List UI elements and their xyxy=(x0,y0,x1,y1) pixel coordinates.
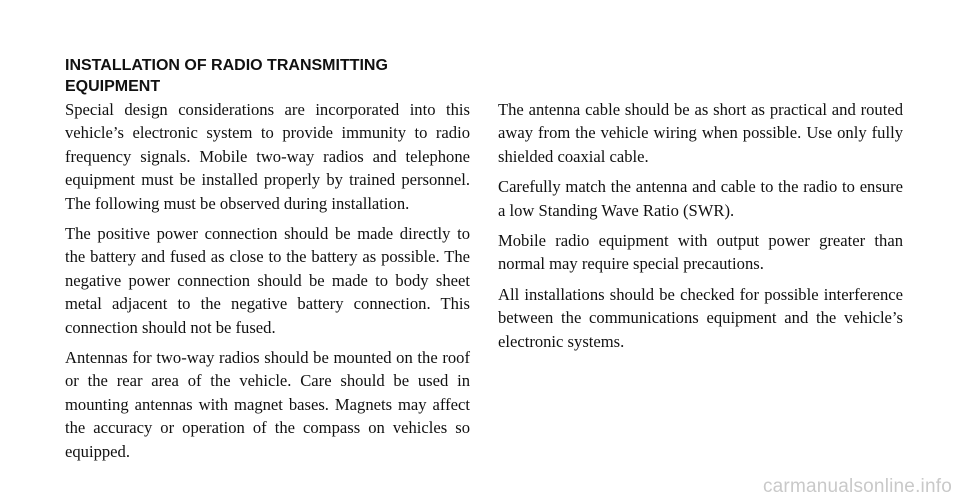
left-column xyxy=(65,98,470,470)
paragraph-antenna-mounting: Antennas for two-way radios should be mounted on the roof or the rear area of the vehicle. Care should be used in mounting antennas with magnet bases. Magnets may affect the accuracy or operation of the compass on vehicles so equipped. xyxy=(65,348,470,461)
paragraph-swr-matching: Carefully match the antenna and cable to the radio to ensure a low Standing Wave Ratio (SWR). xyxy=(498,177,903,220)
watermark-text: carmanualsonline.info xyxy=(762,476,952,497)
paragraph-output-power: Mobile radio equipment with output power greater than normal may require special precautions. xyxy=(498,231,903,274)
section-heading-line-2: EQUIPMENT xyxy=(65,78,161,95)
paragraph-antenna-cable: The antenna cable should be as short as practical and routed away from the vehicle wiring when possible. Use only fully shielded coaxial cable. xyxy=(498,100,903,166)
section-heading-line-1: INSTALLATION OF RADIO TRANSMITTING xyxy=(65,57,388,74)
section-heading xyxy=(65,55,485,97)
right-column xyxy=(498,98,903,360)
paragraph-installation-check: All installations should be checked for possible interference between the communications equipment and the vehicle’s electronic systems. xyxy=(498,284,903,351)
paragraph-design-considerations: Special design considerations are incorporated into this vehicle’s electronic system to provide immunity to radio frequency signals. Mobile two-way radios and telephone equipment must be installed properly by trained personnel. The following must be observed during installation. xyxy=(65,100,470,213)
paragraph-power-connection: The positive power connection should be made directly to the battery and fused as close to the battery as possible. The negative power connection should be made to body sheet metal adjacent to the negative battery connection. This connection should not be fused. xyxy=(65,224,470,337)
